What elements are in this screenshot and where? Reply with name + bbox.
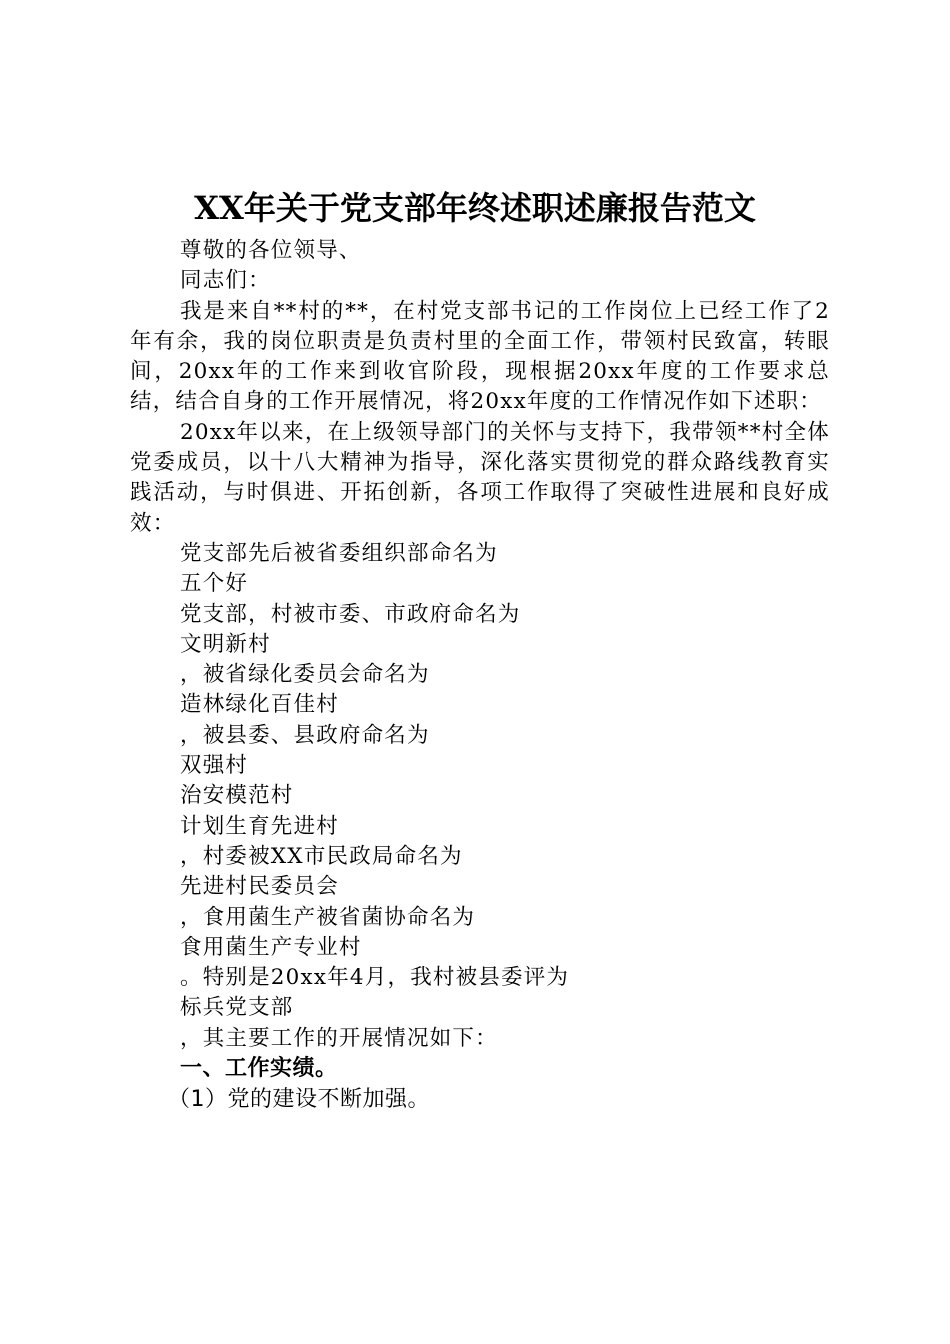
text-line: ，被省绿化委员会命名为 <box>180 662 430 688</box>
body-paragraph: 我是来自**村的**，在村党支部书记的工作岗位上已经工作了2年有余，我的岗位职责是负责村里的全面工作，带领村民致富，转眼间，20xx年的工作来到收官阶段，现根据20xx年度的工作要求总结，结合自身的工作开展情况，将20xx年度的工作情况作如下述职： <box>130 298 830 415</box>
text-line: 造林绿化百佳村 <box>180 692 339 718</box>
section-subheading: （1）党的建设不断加强。 <box>168 1086 430 1112</box>
text-line: 党支部，村被市委、市政府命名为 <box>180 601 521 627</box>
text-line: 治安模范村 <box>180 783 294 809</box>
salutation-line: 同志们： <box>180 268 271 294</box>
section-heading: 一、工作实绩。 <box>180 1056 338 1082</box>
document-body <box>130 236 830 1115</box>
text-line: ，村委被XX市民政局命名为 <box>180 843 463 869</box>
text-line: 。特别是20xx年4月，我村被县委评为 <box>180 965 570 991</box>
text-line: 食用菌生产专业村 <box>180 934 362 960</box>
text-line: ，其主要工作的开展情况如下： <box>180 1025 498 1051</box>
text-line: ，被县委、县政府命名为 <box>180 722 430 748</box>
salutation-line: 尊敬的各位领导、 <box>180 238 362 263</box>
text-line: 计划生育先进村 <box>180 813 339 839</box>
document-title: XX年关于党支部年终述职述廉报告范文 <box>194 189 756 227</box>
text-line: ，食用菌生产被省菌协命名为 <box>180 904 476 930</box>
body-paragraph: 20xx年以来，在上级领导部门的关怀与支持下，我带领**村全体党委成员，以十八大精神为指导，深化落实贯彻党的群众路线教育实践活动，与时俱进、开拓创新，各项工作取得了突破性进展和良好成效： <box>130 419 830 536</box>
text-line: 五个好 <box>180 571 249 597</box>
text-line: 双强村 <box>180 753 249 779</box>
text-line: 先进村民委员会 <box>180 874 339 900</box>
text-line: 党支部先后被省委组织部命名为 <box>180 540 498 566</box>
text-line: 文明新村 <box>180 631 271 657</box>
text-line: 标兵党支部 <box>180 995 294 1021</box>
